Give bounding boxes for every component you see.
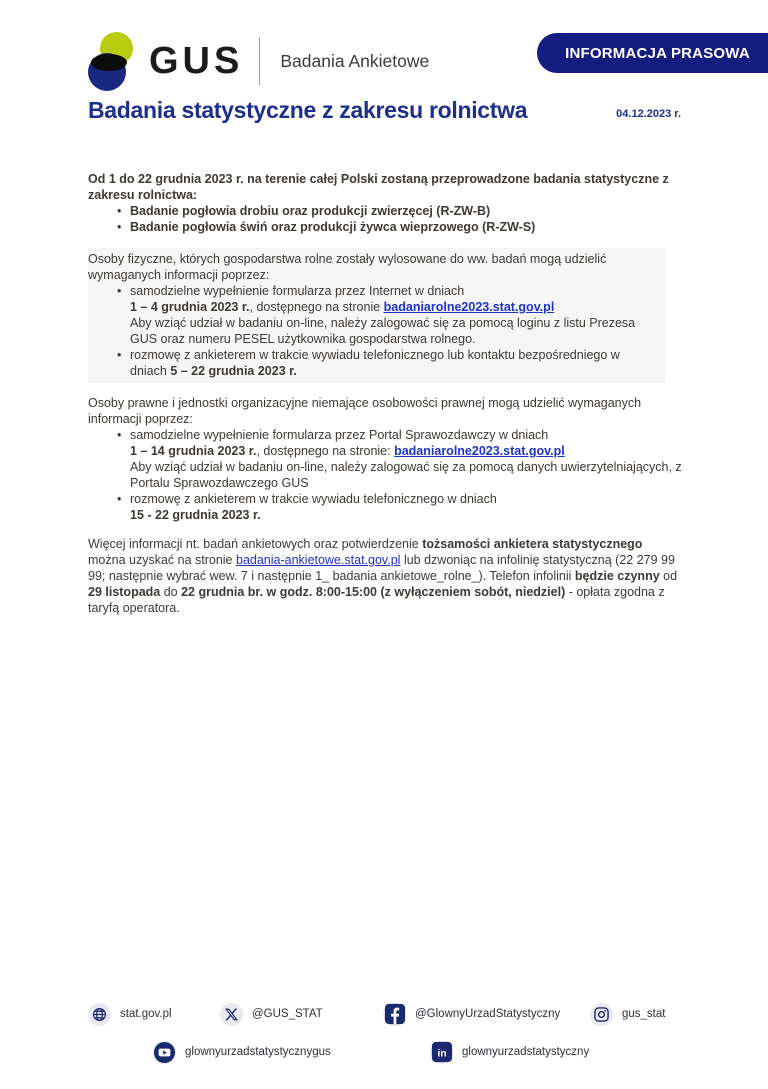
logo-circle-black: [91, 54, 127, 71]
text-segment: od: [659, 569, 678, 583]
text-segment: 15 - 22 grudnia 2023 r.: [130, 508, 261, 522]
text-segment: można uzyskać na stronie: [88, 553, 236, 567]
text-line: [88, 251, 658, 283]
bullet-list: [88, 427, 682, 523]
inline-link[interactable]: badaniarolne2023.stat.gov.pl: [394, 444, 565, 458]
text-segment: Osoby prawne i jednostki organizacyjne niemające osobowości prawnej mogą udzielić wymaganych informacji poprzez:: [88, 396, 642, 426]
social-handle: stat.gov.pl: [120, 1008, 172, 1020]
text-line: [88, 536, 682, 616]
release-date: 04.12.2023 r.: [616, 108, 681, 120]
social-link-globe[interactable]: [88, 1002, 172, 1026]
text-line: [130, 299, 658, 315]
text-segment: Aby wziąć udział w badaniu on-line, należy zalogować się za pomocą danych uwierzytelniających, z Portalu Sprawozdawczego GUS: [130, 460, 682, 490]
header: [88, 30, 429, 92]
text-segment: Aby wziąć udział w badaniu on-line, należy zalogować się za pomocą loginu z listu Prezesa GUS oraz numeru PESEL użytkownika gospodarstwa rolnego.: [130, 316, 636, 346]
svg-text:in: in: [437, 1048, 446, 1060]
text-segment: 1 – 14 grudnia 2023 r.: [130, 444, 257, 458]
youtube-icon: [153, 1041, 176, 1064]
text-segment: samodzielne wypełnienie formularza przez Internet w dniach: [130, 284, 465, 298]
text-segment: 29 listopada: [88, 585, 161, 599]
text-segment: Więcej informacji nt. badań ankietowych oraz potwierdzenie: [88, 537, 423, 551]
text-segment: tożsamości ankietera statystycznego: [422, 537, 643, 551]
text-line: [130, 283, 658, 299]
section-osoby-prawne: [88, 395, 682, 523]
text-segment: samodzielne wypełnienie formularza przez Portal Sprawozdawczy w dniach: [130, 428, 549, 442]
social-link-facebook[interactable]: [383, 1002, 560, 1026]
text-line: [88, 395, 682, 427]
linkedin-icon: [430, 1041, 453, 1064]
text-line: [130, 315, 658, 347]
document-body: [88, 171, 682, 629]
bullet-item: [88, 283, 658, 347]
text-segment: będzie czynny: [574, 569, 660, 583]
text-segment: rozmowę z ankieterem w trakcie wywiadu telefonicznego lub kontaktu bezpośredniego w dniach: [130, 348, 620, 378]
inline-link[interactable]: badania-ankietowe.stat.gov.pl: [236, 553, 401, 567]
section-badania-overview: [88, 171, 682, 235]
section-osoby-fizyczne: [88, 248, 666, 383]
logo-subtitle: Badania Ankietowe: [280, 50, 430, 71]
text-line: [88, 171, 682, 203]
press-info-badge: INFORMACJA PRASOWA: [537, 33, 768, 73]
text-segment: - opłata zgodna z taryfą operatora.: [88, 585, 665, 615]
instagram-icon: [590, 1003, 613, 1026]
text-segment: 22 grudnia br. w godz. 8:00-15:00 (z wyłączeniem sobót, niedziel): [181, 585, 566, 599]
text-segment: , dostępnego na stronie: [249, 300, 384, 314]
social-link-youtube[interactable]: [153, 1040, 331, 1064]
bullet-item: [88, 219, 682, 235]
bullet-list: [88, 283, 658, 379]
social-handle: glownyurzadstatystycznygus: [185, 1046, 331, 1058]
bullet-item: [88, 427, 682, 491]
social-handle: glownyurzadstatystyczny: [462, 1046, 590, 1058]
text-segment: Osoby fizyczne, których gospodarstwa rolne zostały wylosowane do ww. badań mogą udzielić wymaganych informacji poprzez:: [88, 252, 607, 282]
facebook-icon: [383, 1003, 406, 1026]
text-segment: Badanie pogłowia świń oraz produkcji żywca wieprzowego (R-ZW-S): [130, 220, 536, 234]
footer-row-2: [0, 1040, 768, 1064]
section-intro: [88, 251, 658, 283]
text-segment: lub dzwoniąc na infolinię statystyczną (22 279 99 99; następnie wybrać wew. 7 i następnie 1_ badania ankietowe_rolne_). Telefon infolinii: [88, 553, 675, 583]
globe-icon: [88, 1003, 111, 1026]
bullet-item: [88, 203, 682, 219]
social-handle: @GlownyUrzadStatystyczny: [415, 1008, 561, 1020]
text-segment: do: [160, 585, 182, 599]
text-segment: Badanie pogłowia drobiu oraz produkcji zwierzęcej (R-ZW-B): [130, 204, 491, 218]
section-intro: [88, 395, 682, 427]
x-twitter-icon: [220, 1003, 243, 1026]
section-wiecej-informacji: [88, 536, 682, 616]
header-divider: [259, 37, 260, 85]
bullet-item: [88, 347, 658, 379]
social-link-instagram[interactable]: [590, 1002, 665, 1026]
title-row: [88, 97, 681, 124]
social-handle: @GUS_STAT: [252, 1008, 323, 1020]
page-title: Badania statystyczne z zakresu rolnictwa: [88, 97, 528, 123]
social-handle: gus_stat: [622, 1008, 666, 1020]
text-segment: Od 1 do 22 grudnia 2023 r. na terenie całej Polski zostaną przeprowadzone badania statystyczne z zakresu rolnictwa:: [88, 172, 669, 202]
bullet-list: [88, 203, 682, 235]
text-line: [130, 443, 682, 459]
text-line: [130, 219, 682, 235]
text-line: [130, 459, 682, 491]
social-link-linkedin[interactable]: [430, 1040, 589, 1064]
text-segment: rozmowę z ankieterem w trakcie wywiadu telefonicznego w dniach: [130, 492, 497, 506]
section-intro: [88, 171, 682, 203]
text-line: [130, 427, 682, 443]
text-line: [130, 491, 682, 507]
text-line: [130, 203, 682, 219]
text-line: [130, 507, 682, 523]
logo-text: GUS: [149, 39, 244, 82]
text-segment: 5 – 22 grudnia 2023 r.: [170, 364, 297, 378]
text-segment: 1 – 4 grudnia 2023 r.: [130, 300, 250, 314]
gus-logo: [88, 30, 136, 92]
bullet-item: [88, 491, 682, 523]
section-intro: [88, 536, 682, 616]
social-link-x-twitter[interactable]: [220, 1002, 323, 1026]
text-segment: , dostępnego na stronie:: [256, 444, 395, 458]
text-line: [130, 347, 658, 379]
footer-row-1: [0, 1002, 768, 1026]
inline-link[interactable]: badaniarolne2023.stat.gov.pl: [383, 300, 555, 314]
